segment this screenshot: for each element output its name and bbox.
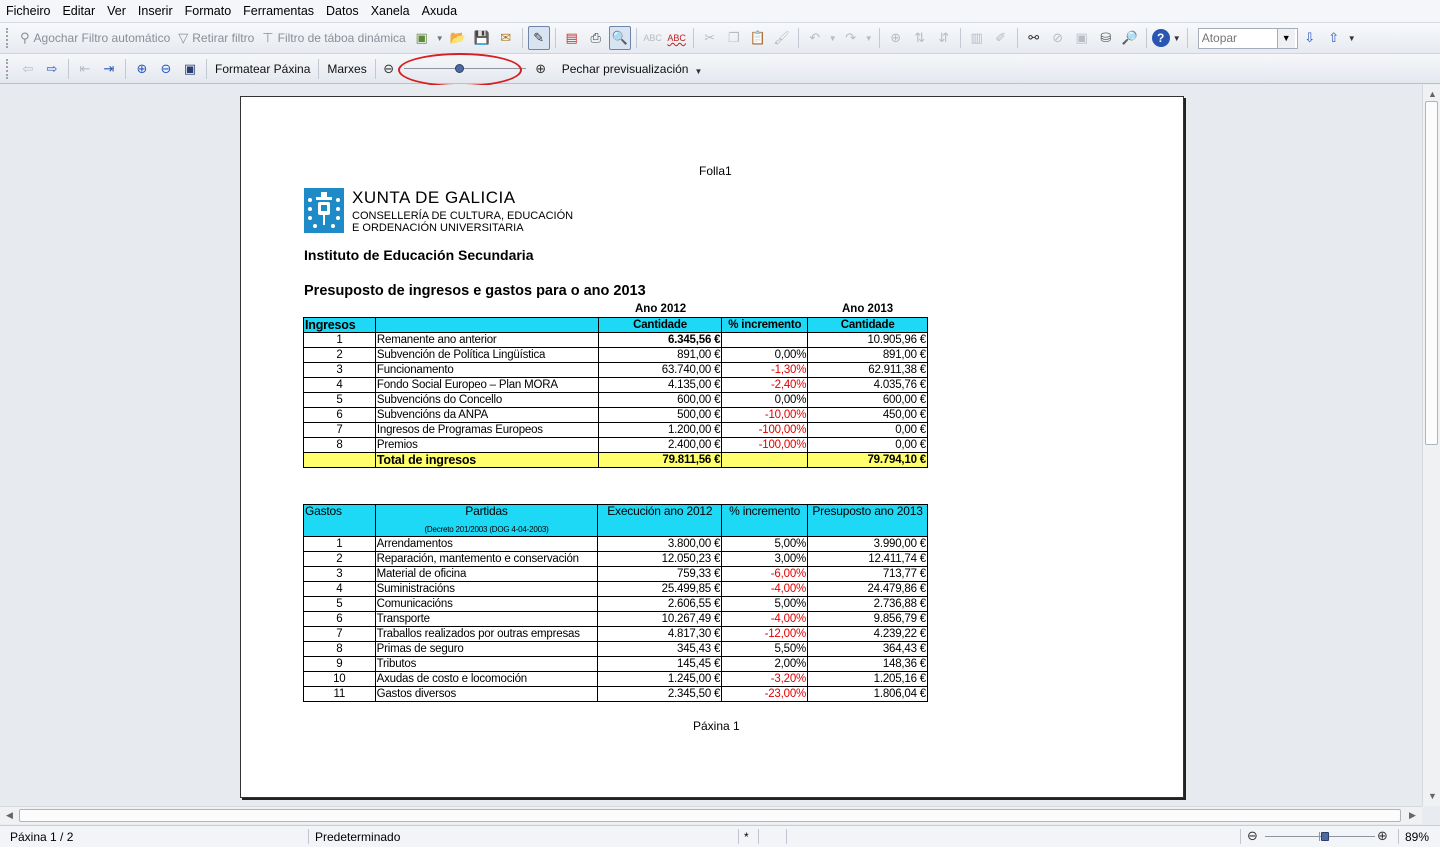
- funnel-icon: ▽: [178, 30, 189, 45]
- expenses-cell-amount-2012: 345,43 €: [598, 642, 722, 657]
- income-rows: [304, 333, 928, 453]
- expenses-cell-increment: 5,00%: [722, 537, 808, 552]
- zoom-icon[interactable]: 🔎: [1121, 30, 1138, 45]
- export-pdf-icon[interactable]: ▤: [565, 30, 578, 45]
- undo-dropdown-icon[interactable]: ▼: [828, 33, 837, 43]
- income-cell-amount-2013: 600,00 €: [808, 393, 928, 408]
- toolbar-separator: [318, 59, 319, 79]
- expenses-row: [304, 657, 928, 672]
- income-row: [304, 423, 928, 438]
- income-cell-code: 7: [304, 423, 376, 438]
- expenses-row: [304, 567, 928, 582]
- income-cell-code: 5: [304, 393, 376, 408]
- income-cell-increment: 0,00%: [722, 348, 808, 363]
- expenses-cell-increment: -12,00%: [722, 627, 808, 642]
- income-cell-amount-2013: 450,00 €: [808, 408, 928, 423]
- expenses-row: [304, 612, 928, 627]
- vertical-scrollbar[interactable]: [1422, 85, 1440, 806]
- find-toolbar-overflow-icon[interactable]: ▼: [1347, 33, 1356, 43]
- expenses-cell-concept: Material de oficina: [375, 567, 598, 582]
- toolbar-grip[interactable]: [6, 59, 12, 79]
- find-previous-icon[interactable]: ⇧: [1328, 30, 1340, 45]
- find-combobox[interactable]: [1198, 28, 1298, 49]
- income-cell-amount-2012: 63.740,00 €: [598, 363, 722, 378]
- toolbar-separator: [879, 28, 880, 48]
- year-2012-label: Ano 2012: [635, 303, 687, 315]
- preview-page: [240, 96, 1184, 798]
- email-icon[interactable]: ✉: [500, 30, 512, 45]
- expenses-cell-amount-2012: 25.499,85 €: [598, 582, 722, 597]
- status-zoom-thumb[interactable]: [1321, 832, 1329, 841]
- undo-icon[interactable]: ↶: [809, 30, 821, 45]
- expenses-header-items: [375, 505, 598, 537]
- expenses-row: [304, 582, 928, 597]
- income-cell-amount-2012: 1.200,00 €: [598, 423, 722, 438]
- status-zoom-percent[interactable]: 89%: [1405, 830, 1430, 844]
- expenses-cell-code: 8: [304, 642, 376, 657]
- status-divider: [308, 829, 309, 844]
- expenses-row: [304, 672, 928, 687]
- income-cell-increment: 0,00%: [722, 393, 808, 408]
- expenses-row: [304, 597, 928, 612]
- expenses-cell-amount-2013: 4.239,22 €: [808, 627, 928, 642]
- expenses-cell-code: 6: [304, 612, 376, 627]
- income-cell-code: 2: [304, 348, 376, 363]
- expenses-cell-increment: -4,00%: [722, 582, 808, 597]
- expenses-cell-amount-2013: 12.411,74 €: [808, 552, 928, 567]
- zoom-in-icon[interactable]: ⊕: [136, 60, 148, 76]
- menu-formato[interactable]: Formato: [184, 4, 232, 18]
- expenses-cell-concept: Primas de seguro: [375, 642, 598, 657]
- status-divider: [1240, 829, 1241, 844]
- expenses-cell-concept: Transporte: [375, 612, 598, 627]
- toolbar-separator: [125, 59, 126, 79]
- year-2013-label: Ano 2013: [842, 303, 894, 315]
- expenses-cell-amount-2013: 2.736,88 €: [808, 597, 928, 612]
- income-cell-amount-2013: 10.905,96 €: [808, 333, 928, 348]
- remove-filter-button[interactable]: [174, 26, 258, 50]
- expenses-cell-amount-2013: 713,77 €: [808, 567, 928, 582]
- income-total-cell: [722, 453, 808, 468]
- expenses-header-row: [304, 505, 928, 537]
- income-cell-code: 8: [304, 438, 376, 453]
- status-page-style[interactable]: Predeterminado: [315, 830, 401, 844]
- income-header-row: [304, 318, 928, 333]
- expenses-header-increment: % incremento: [722, 505, 808, 537]
- income-table: [303, 317, 928, 468]
- income-cell-amount-2013: 0,00 €: [808, 438, 928, 453]
- spellcheck-icon[interactable]: ABC: [643, 33, 662, 43]
- expenses-cell-concept: Gastos diversos: [375, 687, 598, 702]
- income-total-label: Total de ingresos: [375, 453, 598, 468]
- scroll-up-icon[interactable]: ▲: [1428, 89, 1437, 99]
- toolbar-separator: [1187, 28, 1188, 48]
- new-dropdown-icon[interactable]: ▼: [435, 33, 444, 43]
- print-icon[interactable]: ⎙: [590, 30, 601, 45]
- income-header-category: Ingresos: [304, 318, 376, 333]
- expenses-cell-amount-2012: 12.050,23 €: [598, 552, 722, 567]
- autofilter-button[interactable]: [16, 26, 174, 50]
- autofilter-label: Agochar Filtro automático: [33, 31, 171, 45]
- find-input[interactable]: [1199, 29, 1277, 47]
- save-icon[interactable]: 💾: [473, 30, 490, 45]
- toolbar-separator: [1017, 28, 1018, 48]
- menu-datos[interactable]: Datos: [326, 4, 359, 18]
- format-page-button[interactable]: Formatear Páxina: [215, 61, 311, 76]
- sort-descending-icon[interactable]: ⇵: [938, 30, 950, 45]
- expenses-cell-amount-2012: 1.245,00 €: [598, 672, 722, 687]
- navigator-icon[interactable]: ⊘: [1052, 30, 1064, 45]
- expenses-header-budget-2013: Presuposto ano 2013: [808, 505, 928, 537]
- expenses-cell-code: 9: [304, 657, 376, 672]
- menu-xanela[interactable]: Xanela: [370, 4, 410, 18]
- income-cell-amount-2013: 4.035,76 €: [808, 378, 928, 393]
- income-cell-amount-2012: 891,00 €: [598, 348, 722, 363]
- expenses-table: [303, 504, 928, 702]
- expenses-cell-amount-2012: 759,33 €: [598, 567, 722, 582]
- expenses-rows: [304, 537, 928, 702]
- expenses-cell-amount-2012: 145,45 €: [598, 657, 722, 672]
- expenses-cell-concept: Comunicacións: [375, 597, 598, 612]
- expenses-cell-increment: -3,20%: [722, 672, 808, 687]
- toolbar-separator: [375, 59, 376, 79]
- income-header-amount-2012: Cantidade: [598, 318, 722, 333]
- expenses-cell-concept: Traballos realizados por outras empresas: [375, 627, 598, 642]
- income-header-concept: [375, 318, 598, 333]
- income-cell-concept: Subvencións do Concello: [375, 393, 598, 408]
- expenses-row: [304, 627, 928, 642]
- income-header-increment: % incremento: [722, 318, 808, 333]
- expenses-cell-amount-2013: 3.990,00 €: [808, 537, 928, 552]
- income-cell-increment: -2,40%: [722, 378, 808, 393]
- expenses-row: [304, 552, 928, 567]
- vertical-scroll-thumb[interactable]: [1425, 101, 1438, 445]
- income-cell-increment: -10,00%: [722, 408, 808, 423]
- sort-ascending-icon[interactable]: ⇅: [914, 30, 926, 45]
- menu-inserir[interactable]: Inserir: [137, 4, 173, 18]
- status-divider: [786, 829, 787, 844]
- expenses-header-execution-2012: Execución ano 2012: [598, 505, 722, 537]
- income-cell-concept: Premios: [375, 438, 598, 453]
- logo-subtitle-line2: E ORDENACIÓN UNIVERSITARIA: [352, 222, 524, 234]
- expenses-header-items-label: Partidas: [465, 504, 508, 518]
- page-preview-icon[interactable]: 🔍: [609, 26, 631, 50]
- toolbar-overflow-icon[interactable]: ▼: [1172, 33, 1181, 43]
- income-cell-code: 6: [304, 408, 376, 423]
- menu-editar[interactable]: Editar: [62, 4, 96, 18]
- cut-icon[interactable]: ✂: [704, 30, 716, 45]
- income-total-cell: [304, 453, 376, 468]
- autofilter-icon: ⚲: [20, 30, 30, 45]
- scroll-down-icon[interactable]: ▼: [1428, 791, 1437, 801]
- income-cell-amount-2012: 600,00 €: [598, 393, 722, 408]
- preview-workspace: [0, 85, 1422, 806]
- menu-bar: [0, 0, 1440, 22]
- help-icon[interactable]: ?: [1152, 29, 1170, 47]
- toolbar-separator: [68, 59, 69, 79]
- income-total-row: [304, 453, 928, 468]
- expenses-cell-amount-2012: 2.606,55 €: [598, 597, 722, 612]
- toolbar-separator: [206, 59, 207, 79]
- income-cell-concept: Ingresos de Programas Europeos: [375, 423, 598, 438]
- find-replace-icon[interactable]: ⚯: [1028, 30, 1040, 45]
- margins-button[interactable]: Marxes: [327, 61, 367, 76]
- expenses-cell-increment: 3,00%: [722, 552, 808, 567]
- status-zoom-slider[interactable]: [1265, 829, 1375, 845]
- income-cell-concept: Fondo Social Europeo – Plan MORA: [375, 378, 598, 393]
- income-cell-code: 3: [304, 363, 376, 378]
- next-page-icon[interactable]: ⇨: [46, 60, 58, 76]
- hyperlink-icon[interactable]: ⊕: [890, 30, 902, 45]
- expenses-cell-amount-2012: 3.800,00 €: [598, 537, 722, 552]
- preview-zoom-slider[interactable]: [400, 57, 530, 81]
- zoom-slider-minus-icon[interactable]: ⊖: [383, 60, 395, 76]
- expenses-cell-amount-2013: 148,36 €: [808, 657, 928, 672]
- toolbar-separator: [636, 28, 637, 48]
- redo-icon[interactable]: ↷: [845, 30, 857, 45]
- income-row: [304, 378, 928, 393]
- expenses-cell-concept: Tributos: [375, 657, 598, 672]
- expenses-cell-increment: 2,00%: [722, 657, 808, 672]
- expenses-cell-amount-2013: 24.479,86 €: [808, 582, 928, 597]
- income-cell-concept: Funcionamento: [375, 363, 598, 378]
- expenses-row: [304, 642, 928, 657]
- status-modified-indicator: *: [744, 830, 749, 844]
- income-cell-amount-2013: 62.911,38 €: [808, 363, 928, 378]
- income-cell-amount-2012: 4.135,00 €: [598, 378, 722, 393]
- expenses-cell-concept: Axudas de costo e locomoción: [375, 672, 598, 687]
- status-divider: [738, 829, 739, 844]
- income-total-2012: 79.811,56 €: [598, 453, 722, 468]
- expenses-cell-code: 2: [304, 552, 376, 567]
- toolbar-separator: [693, 28, 694, 48]
- menu-axuda[interactable]: Axuda: [421, 4, 458, 18]
- find-dropdown-icon[interactable]: ▼: [1277, 29, 1295, 48]
- income-cell-concept: Remanente ano anterior: [375, 333, 598, 348]
- expenses-cell-code: 11: [304, 687, 376, 702]
- expenses-cell-code: 7: [304, 627, 376, 642]
- income-total-2013: 79.794,10 €: [808, 453, 928, 468]
- income-cell-increment: [722, 333, 808, 348]
- previous-page-icon[interactable]: ⇦: [22, 60, 34, 76]
- open-folder-icon[interactable]: 📂: [449, 30, 466, 45]
- toolbar-grip[interactable]: [6, 28, 12, 48]
- expenses-cell-code: 10: [304, 672, 376, 687]
- first-page-icon[interactable]: ⇤: [79, 60, 91, 76]
- income-cell-amount-2012: 500,00 €: [598, 408, 722, 423]
- expenses-cell-amount-2013: 9.856,79 €: [808, 612, 928, 627]
- expenses-cell-increment: 5,00%: [722, 597, 808, 612]
- income-cell-concept: Subvencións da ANPA: [375, 408, 598, 423]
- income-header-amount-2013: Cantidade: [808, 318, 928, 333]
- pivot-filter-label: Filtro de táboa dinámica: [277, 31, 406, 45]
- expenses-cell-amount-2012: 4.817,30 €: [598, 627, 722, 642]
- pivot-filter-icon: ⊤: [262, 30, 274, 45]
- logo-title: XUNTA DE GALICIA: [352, 188, 516, 207]
- pivot-filter-button[interactable]: [258, 26, 409, 50]
- income-row: [304, 333, 928, 348]
- logo-subtitle-line1: CONSELLERÍA DE CULTURA, EDUCACIÓN: [352, 210, 574, 222]
- income-row: [304, 363, 928, 378]
- expenses-cell-amount-2013: 1.205,16 €: [808, 672, 928, 687]
- expenses-header-category: Gastos: [304, 505, 376, 537]
- expenses-cell-increment: -23,00%: [722, 687, 808, 702]
- income-row: [304, 393, 928, 408]
- close-preview-button[interactable]: Pechar previsualización: [561, 61, 689, 76]
- status-page-indicator: Páxina 1 / 2: [10, 830, 74, 844]
- menu-ficheiro[interactable]: Ficheiro: [6, 4, 51, 18]
- new-document-icon[interactable]: ▣: [415, 30, 428, 45]
- preview-toolbar-overflow-icon[interactable]: ▼: [694, 66, 703, 76]
- expenses-header-note: (Decreto 201/2003 (DOG 4-04-2003): [424, 525, 549, 534]
- status-zoom-out-icon[interactable]: ⊖: [1247, 828, 1258, 843]
- status-zoom-track: [1265, 836, 1375, 837]
- income-cell-increment: -1,30%: [722, 363, 808, 378]
- horizontal-scroll-thumb[interactable]: [19, 809, 1401, 822]
- income-cell-concept: Subvención de Política Lingüística: [375, 348, 598, 363]
- status-divider: [758, 829, 759, 844]
- find-next-icon[interactable]: ⇩: [1304, 30, 1316, 45]
- expenses-cell-code: 5: [304, 597, 376, 612]
- toolbar-separator: [555, 28, 556, 48]
- paste-icon[interactable]: 📋: [749, 30, 766, 45]
- status-bar: [0, 825, 1440, 847]
- toolbar-separator: [960, 28, 961, 48]
- expenses-cell-concept: Reparación, mantemento e conservación: [375, 552, 598, 567]
- expenses-cell-code: 4: [304, 582, 376, 597]
- income-row: [304, 348, 928, 363]
- toolbar-separator: [798, 28, 799, 48]
- institute-heading: Instituto de Educación Secundaria: [304, 247, 534, 263]
- menu-ver[interactable]: Ver: [107, 4, 126, 18]
- last-page-icon[interactable]: ⇥: [103, 60, 115, 76]
- expenses-cell-increment: 5,50%: [722, 642, 808, 657]
- gallery-icon[interactable]: ▣: [1075, 30, 1088, 45]
- chart-icon[interactable]: ▥: [970, 30, 983, 45]
- income-cell-amount-2013: 891,00 €: [808, 348, 928, 363]
- expenses-cell-code: 1: [304, 537, 376, 552]
- expenses-cell-increment: -4,00%: [722, 612, 808, 627]
- page-footer: Páxina 1: [693, 719, 740, 733]
- page-preview-toolbar: [0, 54, 1440, 84]
- expenses-cell-concept: Arrendamentos: [375, 537, 598, 552]
- remove-filter-label: Retirar filtro: [192, 31, 255, 45]
- income-cell-amount-2013: 0,00 €: [808, 423, 928, 438]
- income-cell-amount-2012: 6.345,56 €: [598, 333, 722, 348]
- income-cell-increment: -100,00%: [722, 438, 808, 453]
- clone-formatting-icon[interactable]: 🖌: [773, 30, 790, 45]
- expenses-cell-amount-2012: 2.345,50 €: [598, 687, 722, 702]
- zoom-slider-thumb[interactable]: [455, 64, 464, 73]
- edit-file-icon[interactable]: ✎: [528, 26, 550, 50]
- status-zoom-center-tick: [1319, 832, 1320, 841]
- galicia-coat-of-arms-logo: [304, 188, 344, 233]
- income-row: [304, 408, 928, 423]
- expenses-row: [304, 687, 928, 702]
- autospellcheck-icon[interactable]: ABC: [667, 33, 686, 43]
- expenses-cell-increment: -6,00%: [722, 567, 808, 582]
- status-divider: [1398, 829, 1399, 844]
- data-sources-icon[interactable]: ⛁: [1100, 30, 1112, 45]
- income-cell-code: 1: [304, 333, 376, 348]
- income-cell-code: 4: [304, 378, 376, 393]
- expenses-cell-code: 3: [304, 567, 376, 582]
- scroll-left-icon[interactable]: ◀: [6, 810, 13, 820]
- zoom-out-icon[interactable]: ⊖: [160, 60, 172, 76]
- zoom-slider-plus-icon[interactable]: ⊕: [535, 60, 547, 76]
- income-row: [304, 438, 928, 453]
- income-cell-increment: -100,00%: [722, 423, 808, 438]
- expenses-cell-amount-2013: 1.806,04 €: [808, 687, 928, 702]
- toolbar-separator: [1146, 28, 1147, 48]
- expenses-cell-concept: Suministracións: [375, 582, 598, 597]
- expenses-cell-amount-2012: 10.267,49 €: [598, 612, 722, 627]
- expenses-cell-amount-2013: 364,43 €: [808, 642, 928, 657]
- toolbar-separator: [522, 28, 523, 48]
- scroll-right-icon[interactable]: ▶: [1409, 810, 1416, 820]
- full-screen-icon[interactable]: ▣: [183, 60, 197, 76]
- page-header: Folla1: [699, 164, 732, 178]
- budget-title: Presuposto de ingresos e gastos para o ano 2013: [304, 283, 646, 299]
- redo-dropdown-icon[interactable]: ▼: [864, 33, 873, 43]
- copy-icon[interactable]: ❐: [727, 30, 740, 45]
- draw-functions-icon[interactable]: ✐: [995, 30, 1007, 45]
- income-cell-amount-2012: 2.400,00 €: [598, 438, 722, 453]
- menu-ferramentas[interactable]: Ferramentas: [243, 4, 315, 18]
- standard-toolbar: [0, 22, 1440, 54]
- status-zoom-in-icon[interactable]: ⊕: [1377, 828, 1388, 843]
- expenses-row: [304, 537, 928, 552]
- horizontal-scrollbar[interactable]: [0, 806, 1422, 824]
- zoom-slider-track: [404, 68, 526, 69]
